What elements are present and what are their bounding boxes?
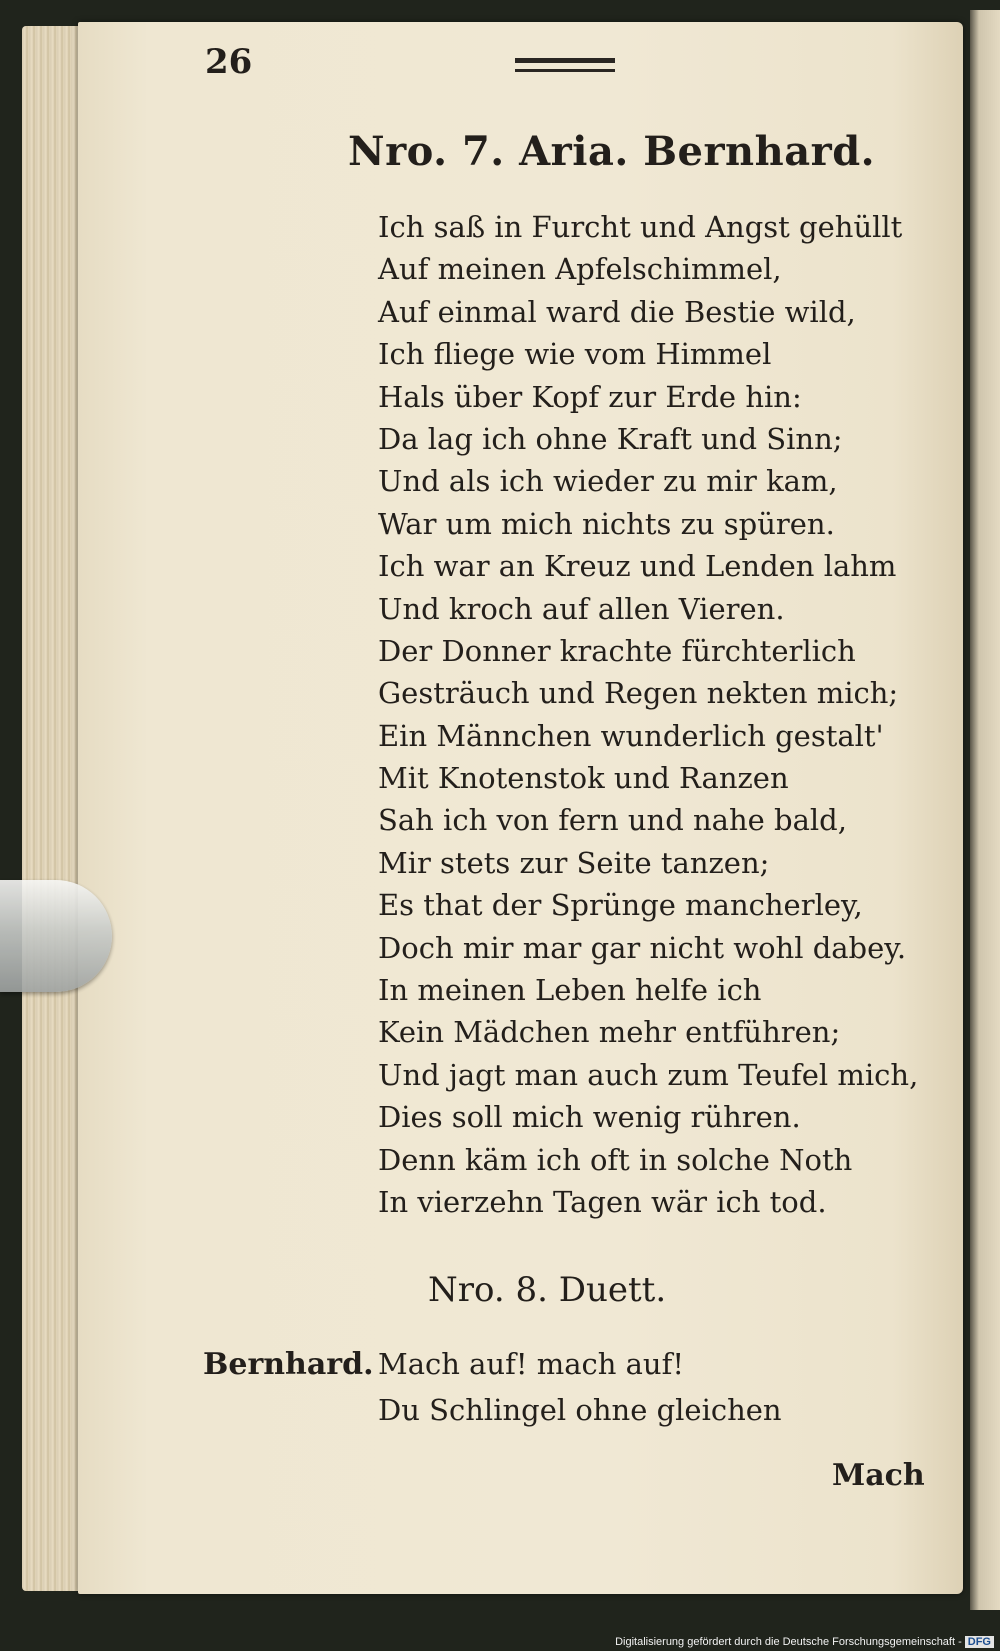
verse-line: Mir stets zur Seite tanzen;	[378, 845, 770, 880]
verse-line: Auf meinen Apfelschimmel,	[378, 252, 782, 287]
digitization-credit	[615, 1636, 994, 1648]
verse-line: Hals über Kopf zur Erde hin:	[378, 379, 802, 414]
dfg-logo: DFG	[965, 1636, 994, 1648]
verse-line: In vierzehn Tagen wär ich tod.	[378, 1184, 827, 1219]
duett-line: Mach auf! mach auf!	[378, 1347, 684, 1381]
verse-line: Kein Mädchen mehr entführen;	[378, 1015, 841, 1050]
verse-line: Ich war an Kreuz und Lenden lahm	[378, 549, 897, 584]
page-clip	[0, 880, 112, 992]
facing-page-edge	[970, 10, 1000, 1610]
verse-line: Auf einmal ward die Bestie wild,	[378, 294, 856, 329]
verse-line: In meinen Leben helfe ich	[378, 973, 762, 1008]
catchword: Mach	[832, 1458, 925, 1493]
verse-line: Es that der Sprünge mancherley,	[378, 888, 863, 923]
verse-line: Ich fliege wie vom Himmel	[378, 337, 772, 372]
verse-line: War um mich nichts zu spüren.	[378, 506, 835, 541]
aria-title: Nro. 7. Aria. Bernhard.	[348, 128, 876, 175]
verse-line: Und jagt man auch zum Teufel mich,	[378, 1057, 919, 1092]
page-number: 26	[205, 42, 253, 82]
speaker-name: Bernhard.	[203, 1347, 374, 1382]
verse-line: Dies soll mich wenig rühren.	[378, 1100, 801, 1135]
verse-line: Gesträuch und Regen nekten mich;	[378, 676, 899, 711]
duett-title: Nro. 8. Duett.	[428, 1270, 667, 1310]
verse-line: Da lag ich ohne Kraft und Sinn;	[378, 421, 843, 456]
verse-line: Der Donner krachte fürchterlich	[378, 633, 856, 668]
aria-verse	[378, 206, 918, 1223]
verse-line: Doch mir mar gar nicht wohl dabey.	[378, 930, 907, 965]
verse-line: Ich saß in Furcht und Angst gehüllt	[378, 210, 903, 244]
verse-line: Und kroch auf allen Vieren.	[378, 591, 785, 626]
verse-line: Denn käm ich oft in solche Noth	[378, 1142, 853, 1177]
credit-text: Digitalisierung gefördert durch die Deutsche Forschungsgemeinschaft -	[615, 1636, 962, 1648]
verse-line: Sah ich von fern und nahe bald,	[378, 803, 847, 838]
verse-line: Und als ich wieder zu mir kam,	[378, 464, 838, 499]
verse-line: Ein Männchen wunderlich gestalt'	[378, 718, 884, 753]
duett-line: Du Schlingel ohne gleichen	[378, 1393, 782, 1427]
header-rule	[515, 58, 615, 72]
verse-line: Mit Knotenstok und Ranzen	[378, 761, 789, 796]
